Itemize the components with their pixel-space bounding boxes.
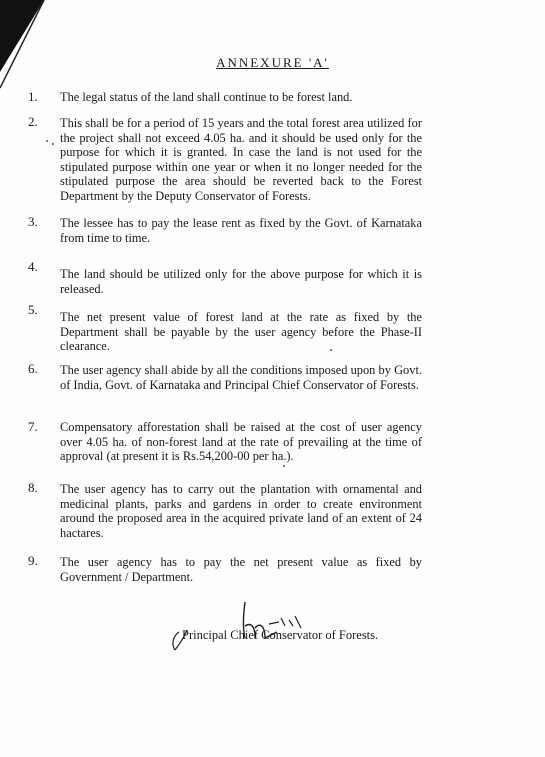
item-number: 5. bbox=[28, 302, 38, 317]
scan-speck bbox=[52, 143, 54, 145]
item-text: The user agency shall abide by all the conditions imposed upon by Govt. of India, Govt. of Karnataka and Principal Chief Conservator of Forests. bbox=[60, 363, 422, 392]
item-text: The lessee has to pay the lease rent as fixed by the Govt. of Karnataka from time to time. bbox=[60, 216, 422, 245]
item-text: Compensatory afforestation shall be raised at the cost of user agency over 4.05 ha. of non-forest land at the rate of prevailing at the time of approval (at present it is Rs.54,200-00 per ha.). bbox=[60, 420, 422, 464]
scan-speck bbox=[330, 349, 332, 351]
item-text: This shall be for a period of 15 years and the total forest area utilized for the project shall not exceed 4.05 ha. and it should be used only for the purpose for which it is granted. In case the land is not used for the stipulated purpose within one year or when it no longer needed for the stipulated purpose the area should be reverted back to the Forest Department by the Deputy Conservator of Forests. bbox=[60, 116, 422, 203]
item-number: 1. bbox=[28, 89, 38, 104]
signatory-designation: Principal Chief Conservator of Forests. bbox=[182, 628, 379, 642]
scan-corner-mark bbox=[0, 0, 60, 90]
item-text: The legal status of the land shall continue to be forest land. bbox=[60, 90, 353, 104]
item-number: 6. bbox=[28, 361, 38, 376]
item-number: 4. bbox=[28, 259, 38, 274]
item-number: 3. bbox=[28, 214, 38, 229]
item-number: 8. bbox=[28, 480, 38, 495]
scan-speck bbox=[46, 140, 48, 142]
item-text: The user agency has to carry out the plantation with ornamental and medicinal plants, parks and gardens in order to create environment around the proposed area in the acquired private land of an extent of 24 hactares. bbox=[60, 482, 422, 540]
item-number: 9. bbox=[28, 553, 38, 568]
item-text: The net present value of forest land at the rate as fixed by the Department shall be payable by the user agency before the Phase-II clearance. bbox=[60, 310, 422, 354]
item-number: 7. bbox=[28, 419, 38, 434]
item-number: 2. bbox=[28, 114, 38, 129]
item-text: The land should be utilized only for the above purpose for which it is released. bbox=[60, 267, 422, 296]
document-title: ANNEXURE 'A' bbox=[216, 55, 329, 70]
handwritten-signature bbox=[165, 592, 405, 652]
scan-speck bbox=[283, 465, 285, 467]
item-text: The user agency has to pay the net present value as fixed by Government / Department. bbox=[60, 555, 422, 584]
